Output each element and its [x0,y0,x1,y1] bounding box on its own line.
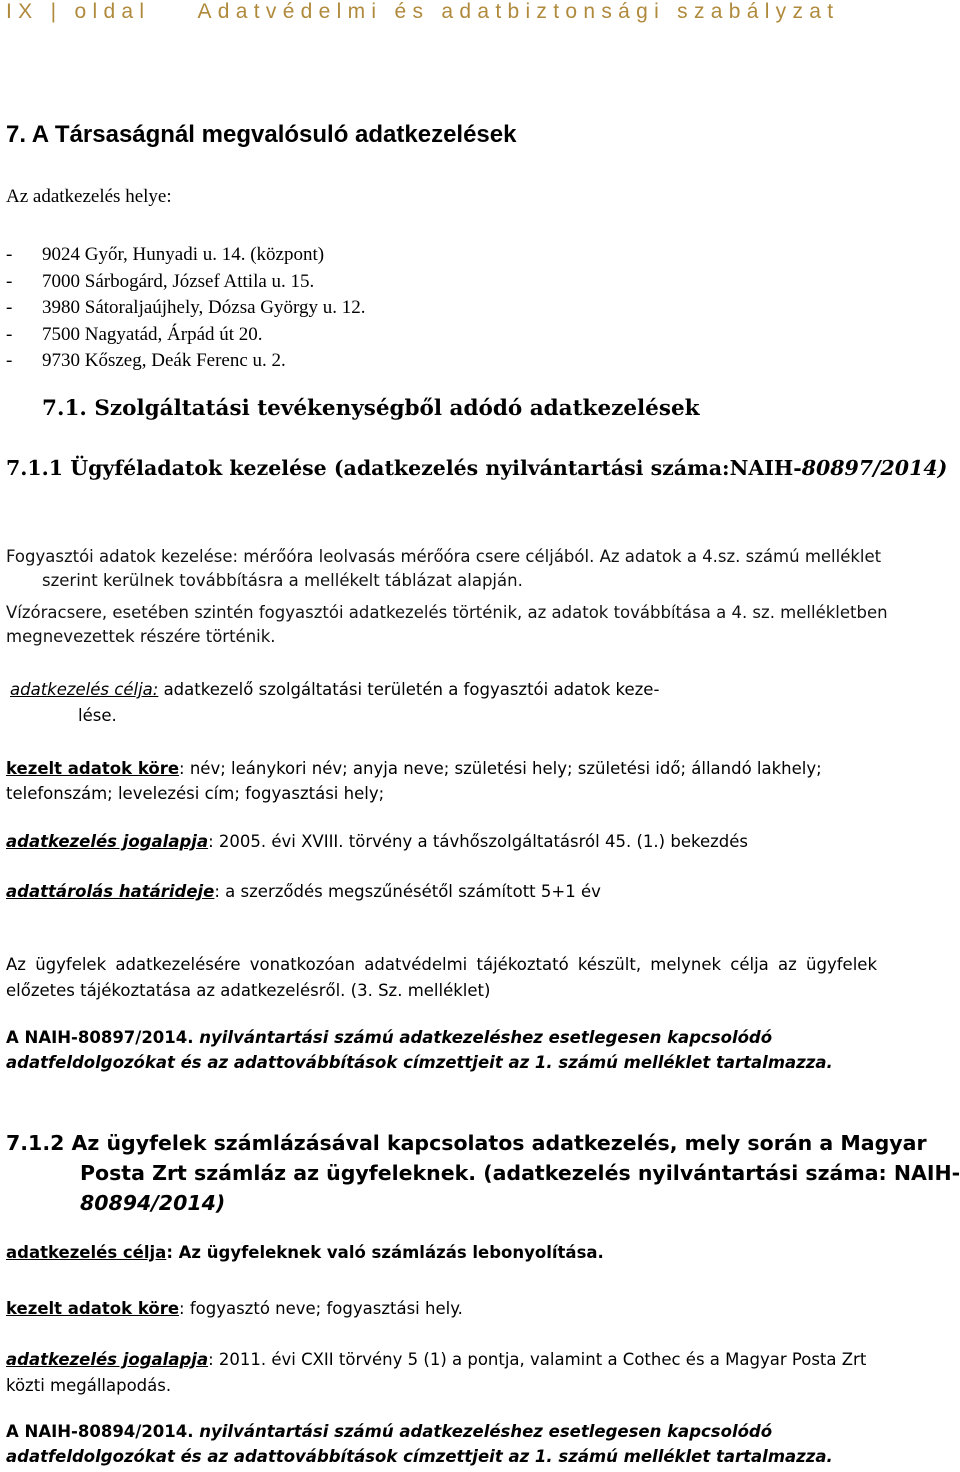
naih-note-1-line-1: A NAIH-80897/2014. nyilvántartási számú adatkezeléshez esetlegesen kapcsolódó [6,1028,773,1047]
data-scope-line-1: kezelt adatok köre: név; leánykori név; anyja neve; születési hely; születési idő; állandó lakhely; [6,759,822,778]
legal-basis-label: adatkezelés jogalapja [6,832,209,851]
purpose-label: adatkezelés célja: [10,680,159,699]
paragraph-2-line-2: megnevezettek részére történik. [6,627,276,646]
legal-basis-2-line-1: adatkezelés jogalapja: 2011. évi CXII törvény 5 (1) a pontja, valamint a Cothec és a Magyar Posta Zrt [6,1350,867,1369]
list-item: - 7000 Sárbogárd, József Attila u. 15. [6,270,315,292]
data-scope-2-label: kezelt adatok köre [6,1299,180,1318]
data-scope-line-2: telefonszám; levelezési cím; fogyasztási hely; [6,784,385,803]
list-item: - 9024 Győr, Hunyadi u. 14. (központ) [6,244,325,265]
naih-note-1-line-2: adatfeldolgozókat és az adattovábbítások címzettjeit az 1. számú melléklet tartalmazza. [6,1053,833,1072]
section-7-1-2-heading: 7.1.2 Az ügyfelek számlázásával kapcsolatos adatkezelés, mely során a Magyar Posta Zrt számláz az ügyfeleknek. (adatkezelés nyilvántartási száma: NAIH- 80894/2014) [6,1131,960,1215]
section-7-heading: 7. A Társaságnál megvalósuló adatkezelések [6,121,517,148]
legal-basis-line: adatkezelés jogalapja: 2005. évi XVIII. törvény a távhőszolgáltatásról 45. (1.) bekezdés [6,832,748,851]
purpose-line-2: lése. [78,706,117,725]
legal-basis-2-label: adatkezelés jogalapja [6,1350,209,1369]
section-number: 7.1.2 [6,1131,65,1155]
document-title: Adatvédelmi és adatbiztonsági szabályzat [197,0,840,23]
info-line-2: előzetes tájékoztatása az adatkezelésről. (3. Sz. melléklet) [6,981,491,1000]
page-header: IX | oldal Adatvédelmi és adatbiztonsági szabályzat [6,0,840,23]
list-item: - 7500 Nagyatád, Árpád út 20. [6,323,263,345]
list-item: - 3980 Sátoraljaújhely, Dózsa György u. 12. [6,297,366,318]
data-scope-2-line: kezelt adatok köre: fogyasztó neve; fogyasztási hely. [6,1299,463,1318]
page-word: oldal [74,0,151,23]
legal-basis-2-line-2: közti megállapodás. [6,1376,172,1395]
paragraph-2-line-1: Vízóracsere, esetében szintén fogyasztói adatkezelés történik, az adatok továbbítása a 4. sz. mellékletben [6,603,888,622]
info-line-1: Az ügyfelek adatkezelésére vonatkozóan adatvédelmi tájékoztató készült, melynek célja az ügyfelek [6,955,878,974]
naih-note-2-line-2: adatfeldolgozókat és az adattovábbítások címzettjeit az 1. számú melléklet tartalmazza. [6,1447,833,1466]
purpose-2-line: adatkezelés célja: Az ügyfeleknek való számlázás lebonyolítása. [6,1243,604,1262]
location-list [6,242,365,375]
paragraph-ref: (1.) [636,832,666,851]
purpose-line-1: adatkezelés célja: adatkezelő szolgáltatási területén a fogyasztói adatok keze- [10,680,660,699]
section-7-1-heading: 7.1. Szolgáltatási tevékenységből adódó adatkezelések [42,396,700,421]
retention-line: adattárolás határideje: a szerződés megszűnésétől számított 5+1 év [6,882,601,901]
page-number: IX [6,0,39,23]
retention-label: adattárolás határideje [6,882,215,901]
list-item: - 9730 Kőszeg, Deák Ferenc u. 2. [6,350,286,371]
naih-note-2-line-1: A NAIH-80894/2014. nyilvántartási számú adatkezeléshez esetlegesen kapcsolódó [6,1422,773,1441]
data-scope-label: kezelt adatok köre [6,759,180,778]
purpose-2-label: adatkezelés célja [6,1243,167,1262]
paragraph-1-line-2: szerint kerülnek továbbításra a mellékelt táblázat alapján. [42,571,523,590]
section-7-1-1-heading: 7.1.1 Ügyféladatok kezelése (adatkezelés nyilvántartási száma:NAIH-80897/2014) [6,456,948,480]
location-intro: Az adatkezelés helye: [6,186,172,207]
paragraph-1-line-1: Fogyasztói adatok kezelése: mérőóra leolvasás mérőóra csere céljából. Az adatok a 4.sz. számú melléklet [6,547,882,566]
